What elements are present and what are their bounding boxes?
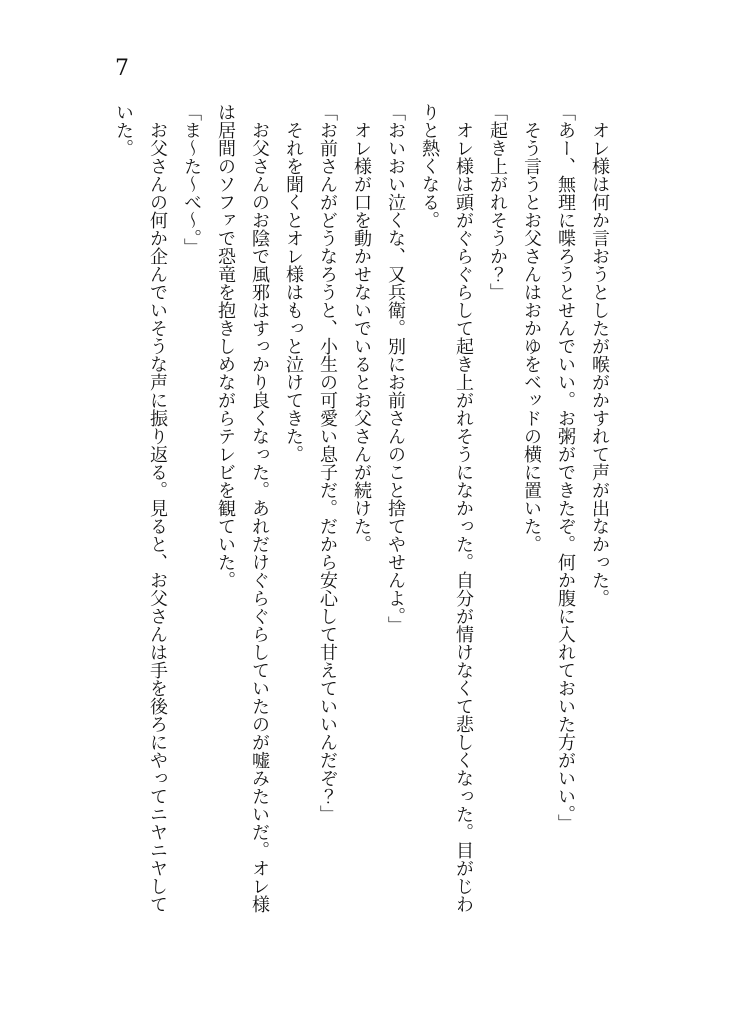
paragraph-5: オレ様は頭がぐらぐらして起き上がれそうになかった。自分が情けなくて悲しくなった。目がじわりと熱くなる。	[419, 103, 474, 913]
paragraph-9: それを聞くとオレ様はもっと泣けてきた。	[283, 103, 304, 463]
paragraph-3: そう言うとお父さんはおかゆをベッドの横に置いた。	[521, 103, 542, 553]
paragraph-4: 「起き上がれそうか？」	[487, 103, 508, 301]
page-number: 7	[115, 56, 129, 81]
paragraph-2: 「あー、無理に喋ろうとせんでいい。お粥ができたぞ。何か腹に入れておいた方がいい。」	[555, 103, 576, 832]
paragraph-8: 「お前さんがどうなろうと、小生の可愛い息子だ。だから安心して甘えていいんだぞ？」	[317, 103, 338, 823]
paragraph-12: お父さんの何か企んでいそうな声に振り返る。見ると、お父さんは手を後ろにやってニヤニヤしていた。	[113, 103, 168, 913]
page-text	[106, 103, 616, 921]
paragraph-10: お父さんのお陰で風邪はすっかり良くなった。あれだけぐらぐらしていたのが嘘みたいだ。オレ様は居間のソファで恐竜を抱きしめながらテレビを観ていた。	[215, 103, 270, 913]
paragraph-6: 「おいおい泣くな、又兵衛。別にお前さんのこと捨てやせんよ。」	[385, 103, 406, 634]
paragraph-7: オレ様が口を動かせないでいるとお父さんが続けた。	[351, 103, 372, 553]
paragraph-1: オレ様は何か言おうとしたが喉がかすれて声が出なかった。	[589, 103, 610, 607]
paragraph-11: 「ま〜た〜べ〜。」	[181, 103, 202, 256]
